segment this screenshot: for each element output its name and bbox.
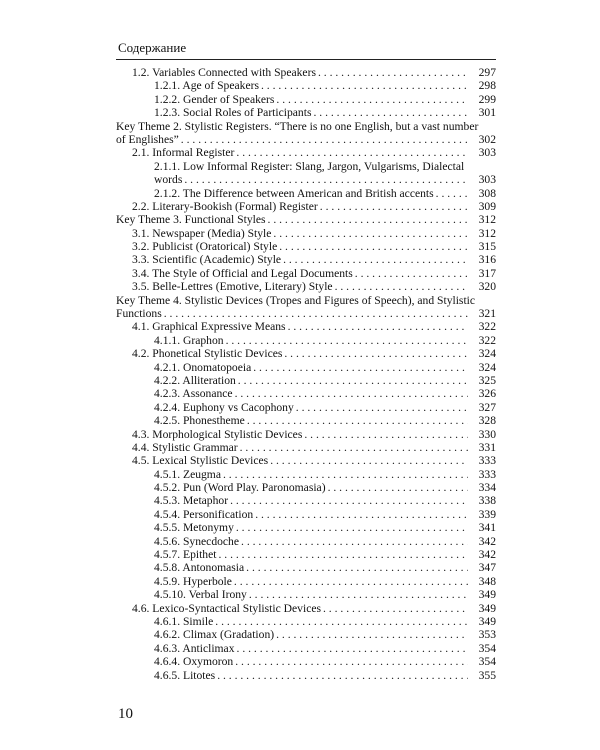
toc-entry-title: of Englishes” — [116, 132, 179, 146]
dot-leader — [318, 66, 468, 79]
toc-entry[interactable] — [116, 213, 496, 226]
dot-leader — [273, 227, 468, 240]
toc-entry-title: 4.1. Graphical Expressive Means — [132, 320, 286, 334]
toc-entry[interactable] — [116, 454, 496, 467]
dot-leader — [276, 628, 468, 641]
toc-entry[interactable] — [116, 267, 496, 280]
toc-entry[interactable] — [116, 508, 496, 521]
toc-entry[interactable] — [116, 588, 496, 601]
toc-entry[interactable] — [116, 187, 496, 200]
toc-entry[interactable] — [116, 200, 496, 213]
toc-entry-page: 349 — [478, 601, 496, 615]
dot-leader — [313, 106, 468, 119]
toc-entry-title: 3.1. Newspaper (Media) Style — [132, 226, 272, 240]
toc-entry-title: 4.3. Morphological Stylistic Devices — [132, 427, 303, 441]
toc-entry-title: 4.5.5. Metonymy — [154, 521, 234, 535]
toc-entry-title: 4.5.4. Personification — [154, 507, 254, 521]
toc-entry[interactable] — [116, 66, 496, 79]
toc-entry[interactable] — [116, 240, 496, 253]
toc-entry-first-line: Key Theme 2. Stylistic Registers. “There is no one English, but a vast number — [116, 119, 479, 133]
toc-entry[interactable] — [116, 481, 496, 494]
toc-entry-page: 316 — [478, 253, 496, 267]
toc-entry-title: 4.1.1. Graphon — [154, 333, 224, 347]
toc-entry-title: 4.2.2. Alliteration — [154, 373, 236, 387]
toc-entry-page: 354 — [478, 641, 496, 655]
toc-entry-page: 342 — [478, 534, 496, 548]
toc-entry-page: 308 — [478, 186, 496, 200]
dot-leader — [323, 602, 468, 615]
dot-leader — [234, 575, 468, 588]
toc-entry-title: 1.2.3. Social Roles of Participants — [154, 106, 312, 120]
table-of-contents — [116, 66, 496, 682]
toc-entry-title: 3.3. Scientific (Academic) Style — [132, 253, 282, 267]
toc-entry-page: 302 — [478, 132, 496, 146]
toc-entry-title: 4.6. Lexico-Syntactical Stylistic Devices — [132, 601, 321, 615]
toc-entry-title: 1.2. Variables Connected with Speakers — [132, 65, 316, 79]
dot-leader — [236, 521, 468, 534]
toc-entry-title: 3.5. Belle-Lettres (Emotive, Literary) Style — [132, 280, 333, 294]
toc-entry[interactable] — [116, 253, 496, 266]
dot-leader — [181, 133, 468, 146]
running-header: Содержание — [118, 40, 187, 55]
toc-entry-title: 4.6.4. Oxymoron — [154, 655, 234, 669]
toc-entry-page: 322 — [478, 333, 496, 347]
toc-entry-page: 341 — [478, 521, 496, 535]
toc-entry-page: 317 — [478, 266, 496, 280]
toc-entry-page: 334 — [478, 481, 496, 495]
toc-entry-title: 2.1.2. The Difference between American and British accents — [154, 186, 434, 200]
toc-entry-title: 4.5.9. Hyperbole — [154, 574, 232, 588]
toc-entry[interactable] — [116, 428, 496, 441]
toc-entry[interactable] — [116, 227, 496, 240]
toc-entry-page: 303 — [478, 173, 496, 187]
toc-entry-title: 3.4. The Style of Official and Legal Documents — [132, 266, 353, 280]
toc-entry-title: 4.2.4. Euphony vs Cacophony — [154, 400, 294, 414]
toc-entry[interactable] — [116, 374, 496, 387]
toc-entry-page: 321 — [478, 307, 496, 321]
toc-entry-page: 342 — [478, 548, 496, 562]
toc-entry-title: 4.5.7. Epithet — [154, 548, 217, 562]
dot-leader — [335, 280, 468, 293]
dot-leader — [215, 615, 468, 628]
toc-entry-page: 322 — [478, 320, 496, 334]
toc-entry-page: 326 — [478, 387, 496, 401]
dot-leader — [223, 468, 468, 481]
dot-leader — [436, 187, 468, 200]
dot-leader — [283, 253, 468, 266]
toc-entry[interactable] — [116, 441, 496, 454]
toc-entry[interactable] — [116, 93, 496, 106]
dot-leader — [230, 494, 468, 507]
toc-entry-title: 3.2. Publicist (Oratorical) Style — [132, 240, 278, 254]
dot-leader — [304, 428, 468, 441]
toc-entry-page: 339 — [478, 507, 496, 521]
toc-entry-title: Key Theme 3. Functional Styles — [116, 213, 266, 227]
toc-entry-page: 330 — [478, 427, 496, 441]
toc-entry[interactable] — [116, 320, 496, 333]
toc-entry-page: 320 — [478, 280, 496, 294]
toc-entry[interactable] — [116, 106, 496, 119]
dot-leader — [240, 441, 468, 454]
toc-entry-page: 301 — [478, 106, 496, 120]
toc-entry-title: 2.1. Informal Register — [132, 146, 235, 160]
toc-entry-title: 4.5.3. Metaphor — [154, 494, 229, 508]
toc-entry[interactable] — [116, 521, 496, 534]
toc-entry-page: 349 — [478, 615, 496, 628]
toc-entry[interactable] — [116, 615, 496, 628]
dot-leader — [164, 307, 468, 320]
dot-leader — [355, 267, 468, 280]
toc-entry-page: 325 — [478, 373, 496, 387]
toc-entry[interactable] — [116, 655, 496, 668]
toc-entry[interactable] — [116, 628, 496, 641]
dot-leader — [236, 146, 468, 159]
dot-leader — [276, 93, 468, 106]
dot-leader — [241, 535, 468, 548]
toc-entry[interactable] — [116, 535, 496, 548]
toc-entry-first-line: 2.1.1. Low Informal Register: Slang, Jargon, Vulgarisms, Dialectal — [154, 159, 465, 173]
toc-entry-page: 333 — [478, 467, 496, 481]
dot-leader — [246, 561, 468, 574]
dot-leader — [284, 347, 468, 360]
dot-leader — [238, 374, 468, 387]
toc-entry-title: 4.5.6. Synecdoche — [154, 534, 240, 548]
toc-entry-title: 4.5.10. Verbal Irony — [154, 588, 247, 602]
page-number: 10 — [118, 706, 133, 722]
toc-entry-title: Functions — [116, 307, 162, 321]
toc-entry[interactable] — [116, 79, 496, 92]
dot-leader — [235, 387, 468, 400]
toc-entry[interactable] — [116, 548, 496, 561]
toc-entry[interactable] — [116, 133, 496, 146]
toc-entry-page: 333 — [478, 454, 496, 468]
toc-entry-page: 315 — [478, 240, 496, 254]
toc-entry-title: 4.5.2. Pun (Word Play. Paronomasia) — [154, 481, 326, 495]
toc-entry[interactable] — [116, 146, 496, 159]
toc-entry-page: 349 — [478, 588, 496, 602]
toc-entry[interactable] — [116, 468, 496, 481]
dot-leader — [255, 508, 468, 521]
dot-leader — [217, 669, 468, 682]
toc-entry-page: 327 — [478, 400, 496, 414]
toc-entry[interactable] — [116, 307, 496, 320]
toc-entry[interactable] — [116, 642, 496, 655]
dot-leader — [247, 414, 468, 427]
toc-entry-title: 4.6.1. Simile — [154, 615, 214, 628]
dot-leader — [270, 454, 468, 467]
toc-entry-page: 309 — [478, 199, 496, 213]
dot-leader — [261, 79, 468, 92]
toc-entry-page: 312 — [478, 213, 496, 227]
toc-entry-page: 355 — [478, 668, 496, 682]
toc-entry-title: 1.2.1. Age of Speakers — [154, 79, 259, 93]
dot-leader — [249, 588, 468, 601]
toc-entry-title: 4.2.1. Onomatopoeia — [154, 360, 252, 374]
toc-entry[interactable] — [116, 602, 496, 615]
dot-leader — [288, 320, 468, 333]
toc-entry-title: 4.6.5. Litotes — [154, 668, 216, 682]
toc-entry[interactable] — [116, 561, 496, 574]
toc-entry-title: 4.5.8. Antonomasia — [154, 561, 245, 575]
toc-entry-title: 4.6.2. Climax (Gradation) — [154, 628, 275, 642]
toc-entry-title: 4.2.3. Assonance — [154, 387, 233, 401]
toc-entry-page: 354 — [478, 655, 496, 669]
toc-entry-first-line: Key Theme 4. Stylistic Devices (Tropes and Figures of Speech), and Stylistic — [116, 293, 476, 307]
toc-entry-page: 312 — [478, 226, 496, 240]
toc-entry-title: 4.2. Phonetical Stylistic Devices — [132, 347, 283, 361]
toc-entry[interactable] — [116, 669, 496, 682]
toc-entry-page: 324 — [478, 347, 496, 361]
toc-entry-title: 1.2.2. Gender of Speakers — [154, 92, 275, 106]
dot-leader — [279, 240, 468, 253]
dot-leader — [235, 655, 468, 668]
toc-entry-page: 338 — [478, 494, 496, 508]
dot-leader — [268, 213, 468, 226]
dot-leader — [184, 173, 468, 186]
toc-entry-page: 347 — [478, 561, 496, 575]
dot-leader — [296, 401, 468, 414]
dot-leader — [253, 361, 468, 374]
toc-entry-page: 331 — [478, 440, 496, 454]
dot-leader — [226, 334, 468, 347]
toc-entry[interactable] — [116, 414, 496, 427]
toc-entry[interactable] — [116, 334, 496, 347]
toc-entry[interactable] — [116, 347, 496, 360]
toc-entry[interactable] — [116, 280, 496, 293]
toc-entry-title: 4.4. Stylistic Grammar — [132, 440, 238, 454]
toc-entry[interactable] — [116, 575, 496, 588]
toc-entry[interactable] — [116, 173, 496, 186]
toc-entry-page: 324 — [478, 360, 496, 374]
toc-entry[interactable] — [116, 387, 496, 400]
toc-entry-page: 328 — [478, 414, 496, 428]
toc-entry[interactable] — [116, 361, 496, 374]
dot-leader — [328, 481, 468, 494]
dot-leader — [320, 200, 468, 213]
dot-leader — [218, 548, 468, 561]
toc-entry[interactable] — [116, 401, 496, 414]
toc-entry-page: 298 — [478, 79, 496, 93]
toc-entry-title: words — [154, 173, 183, 187]
toc-entry-page: 348 — [478, 574, 496, 588]
dot-leader — [237, 642, 468, 655]
toc-entry-title: 4.5.1. Zeugma — [154, 467, 221, 481]
toc-entry-title: 4.5. Lexical Stylistic Devices — [132, 454, 269, 468]
toc-entry-title: 4.6.3. Anticlimax — [154, 641, 235, 655]
header-rule — [116, 59, 496, 60]
toc-entry-title: 2.2. Literary-Bookish (Formal) Register — [132, 199, 318, 213]
toc-entry-page: 353 — [478, 628, 496, 642]
toc-entry-page: 299 — [478, 92, 496, 106]
toc-entry-title: 4.2.5. Phonestheme — [154, 414, 245, 428]
toc-entry-page: 303 — [478, 146, 496, 160]
toc-entry[interactable] — [116, 495, 496, 508]
toc-entry-page: 297 — [478, 65, 496, 79]
